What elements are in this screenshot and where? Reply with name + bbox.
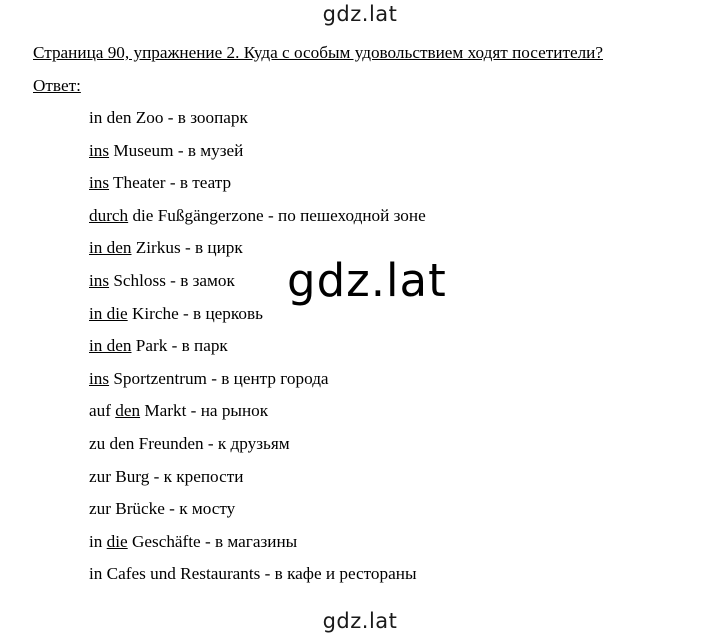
- list-item: [89, 498, 426, 531]
- item-prefix: in: [89, 531, 107, 551]
- item-suffix: - в зоопарк: [163, 108, 248, 127]
- list-item: [89, 400, 426, 433]
- item-underlined: in die: [89, 303, 128, 323]
- item-underlined: in den: [89, 336, 132, 356]
- list-item: [89, 140, 426, 173]
- item-suffix: Markt - на рынок: [140, 401, 269, 421]
- item-underlined: ins: [89, 368, 110, 388]
- watermark-bottom: gdz.lat: [322, 609, 398, 633]
- item-suffix: Zirkus - в цирк: [131, 238, 243, 258]
- item-prefix: zu den Freunden - к друзьям: [89, 433, 290, 453]
- item-underlined: durch: [89, 205, 129, 225]
- item-suffix: Sportzentrum - в центр города: [109, 368, 329, 388]
- item-suffix: Geschäfte - в магазины: [127, 531, 298, 551]
- item-prefix: zur Burg - к крепости: [89, 466, 244, 486]
- item-suffix: Museum - в музей: [109, 140, 244, 160]
- item-suffix: Theater - в театр: [109, 173, 232, 193]
- watermark-center: gdz.lat: [287, 254, 447, 307]
- answer-label: Ответ:: [33, 76, 81, 95]
- item-suffix: Schloss - в замок: [109, 270, 235, 290]
- item-underlined: in den: [89, 238, 132, 258]
- item-underlined: ins: [89, 270, 110, 290]
- list-item: [89, 563, 426, 596]
- list-item: [89, 466, 426, 499]
- item-underlined: den: [115, 401, 141, 421]
- item-underlined: ins: [89, 173, 110, 193]
- item-prefix: in Cafes und Restaurants - в кафе и рестораны: [89, 564, 417, 584]
- list-item: [89, 107, 426, 140]
- item-prefix: in den Zoo: [89, 108, 164, 127]
- item-prefix: zur Brücke - к мосту: [89, 499, 236, 519]
- list-item: [89, 531, 426, 564]
- item-suffix: die Fußgängerzone - по пешеходной зоне: [128, 205, 426, 225]
- exercise-heading: Страница 90, упражнение 2. Куда с особым удовольствием ходят посетители?: [33, 43, 604, 62]
- list-item: [89, 335, 426, 368]
- list-item: [89, 433, 426, 466]
- item-underlined: ins: [89, 140, 110, 160]
- item-underlined: die: [106, 531, 128, 551]
- list-item: [89, 303, 426, 336]
- item-prefix: auf: [89, 401, 116, 421]
- list-item: [89, 368, 426, 401]
- answer-list: [89, 107, 426, 596]
- list-item: [89, 205, 426, 238]
- item-suffix: Kirche - в церковь: [127, 303, 263, 323]
- watermark-top: gdz.lat: [322, 2, 398, 26]
- list-item: [89, 172, 426, 205]
- item-suffix: Park - в парк: [131, 336, 228, 356]
